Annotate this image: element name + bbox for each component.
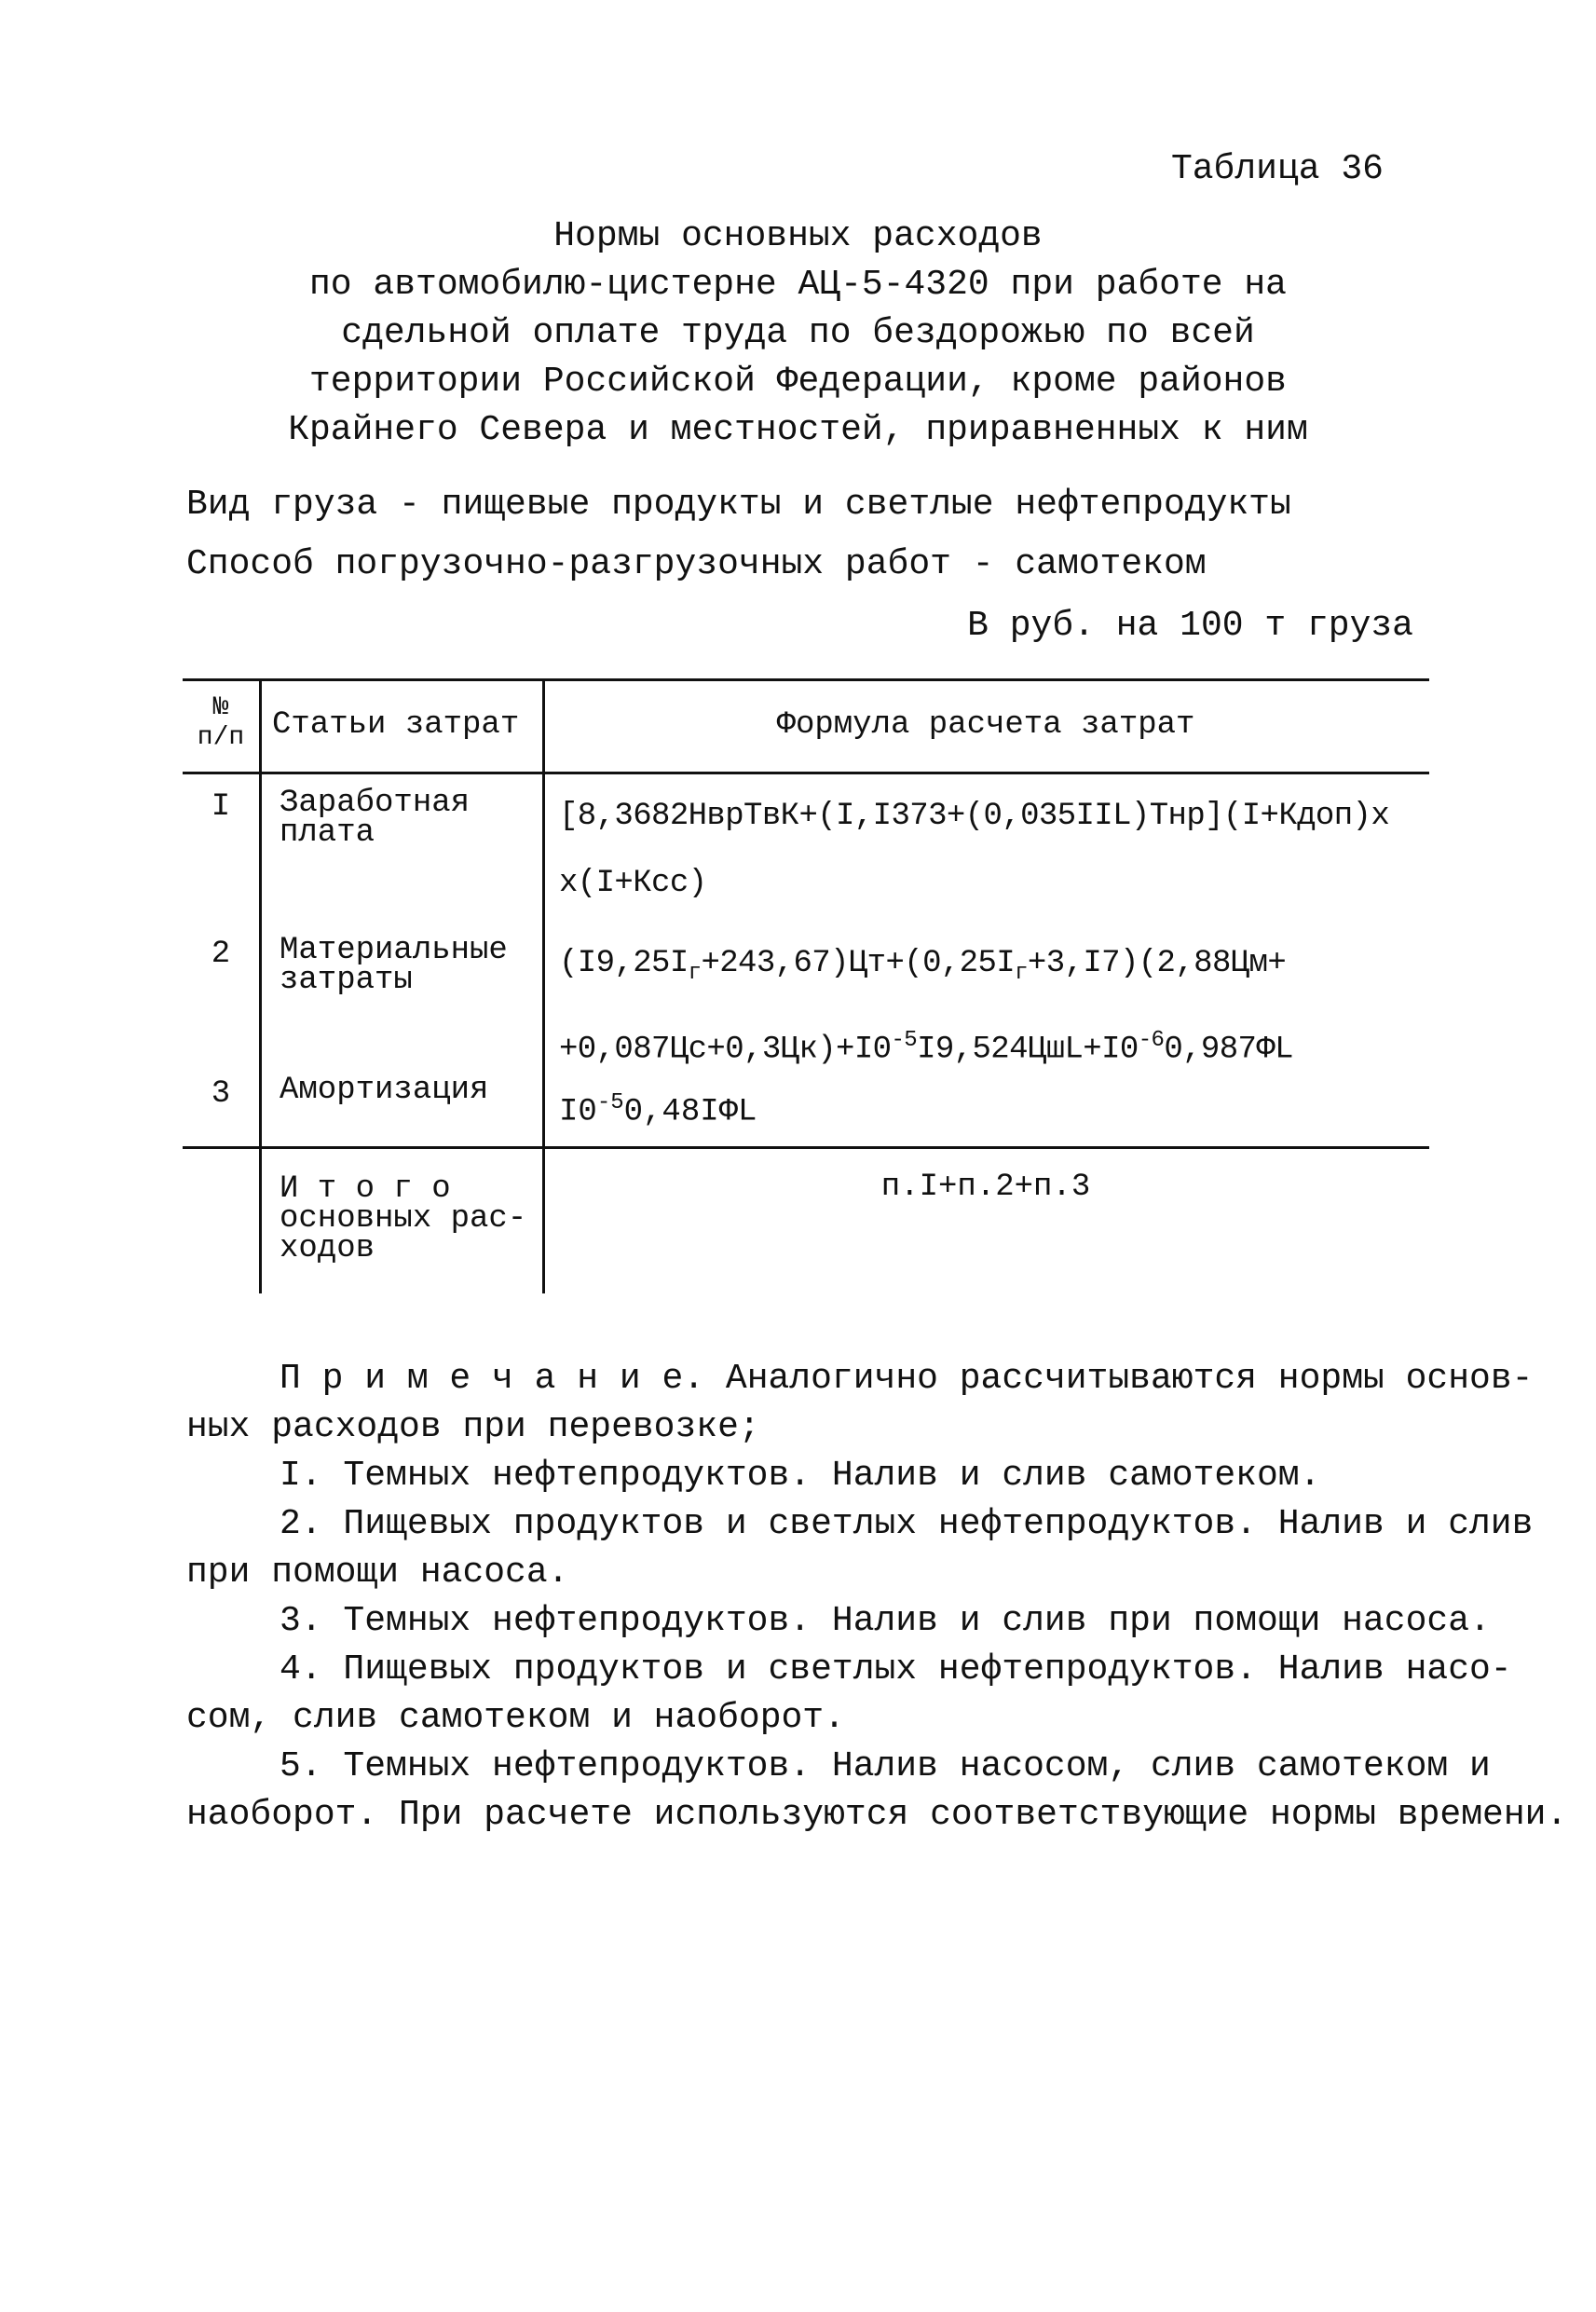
title-line: Крайнего Севера и местностей, приравненных к ним [288,410,1308,450]
cost-formula [559,783,1425,917]
note-line: ных расходов при перевозке; [186,1407,760,1447]
row-number: 3 [211,1076,231,1112]
total-label [280,1171,540,1266]
header-number [183,693,259,753]
table-header-rule [183,772,1429,774]
total-label-line: ходов [280,1231,375,1266]
title-line: территории Российской Федерации, кроме районов [309,362,1287,402]
cost-item [280,933,540,998]
title-line: сдельной оплате труда по бездорожью по всей [341,313,1255,353]
note-item-continuation: наоборот. При расчете используются соответствующие нормы времени. [186,1795,1568,1835]
table-number: Таблица 36 [1170,149,1384,189]
cost-formula [559,930,1425,1083]
formula-part: 0,48IФL [623,1094,757,1130]
formula-part: +243,67)Цт+(0,25I [701,946,1016,981]
cargo-type: Вид груза - пищевые продукты и светлые нефтепродукты [186,485,1291,525]
unit-note: В руб. на 100 т груза [967,606,1413,646]
total-label-line: основных рас- [280,1201,527,1237]
formula-part: I9,524ЦшL+I0 [917,1032,1139,1068]
formula-part: +3,I7)(2,88Цм+ [1027,946,1287,981]
cost-item-line: Амортизация [280,1073,489,1108]
note-item: 4. Пищевых продуктов и светлых нефтепродуктов. Налив насо- [280,1649,1512,1690]
cost-formula [559,1070,1425,1145]
header-number-sign: № [212,693,229,722]
row-number: 2 [211,937,231,972]
note-heading [186,1355,1534,1403]
cost-item [280,1073,540,1108]
total-label-line: И т о г о [280,1171,451,1207]
cost-item [280,786,540,851]
note-item: 5. Темных нефтепродуктов. Налив насосом, слив самотеком и [280,1746,1491,1786]
document-title [0,212,1596,455]
formula-line [559,930,1425,1007]
formula-part: 0,987ФL [1164,1032,1293,1068]
title-line: Нормы основных расходов [553,216,1043,256]
note [186,1355,1568,1840]
table-column-divider [259,678,262,1293]
formula-line: [8,3682НврТвК+(I,I373+(0,035IIL)Тнр](I+Кдоп)x [559,799,1390,834]
table-body-rule [183,1146,1429,1149]
note-item: 2. Пищевых продуктов и светлых нефтепродуктов. Налив и слив [280,1504,1534,1544]
row-number: I [211,789,231,825]
formula-superscript: -5 [596,1090,624,1115]
formula-part: (I9,25I [559,946,689,981]
note-item: I. Темных нефтепродуктов. Налив и слив самотеком. [280,1456,1321,1496]
table-top-rule [183,678,1429,681]
formula-line [559,1070,1425,1145]
formula-subscript: г [688,960,702,986]
formula-subscript: г [1015,960,1028,986]
cost-item-line: плата [280,815,375,851]
header-number-label: п/п [197,723,245,752]
header-formula: Формула расчета затрат [776,707,1195,743]
formula-part: I0 [559,1094,597,1130]
total-formula: п.I+п.2+п.3 [880,1170,1091,1205]
cost-item-line: Материальные [280,933,508,968]
cost-item-line: затраты [280,963,413,998]
formula-part: +0,087Цс+0,3Цк)+I0 [559,1032,892,1068]
note-label: П р и м е ч а н и е. [280,1359,705,1399]
note-text: Аналогично рассчитываются нормы основ- [725,1359,1534,1399]
loading-method: Способ погрузочно-разгрузочных работ - самотеком [186,544,1207,584]
note-item: 3. Темных нефтепродуктов. Налив и слив при помощи насоса. [280,1601,1491,1641]
formula-superscript: -6 [1138,1027,1165,1053]
cost-item-line: Заработная [280,786,471,821]
formula-line: x(I+Ксс) [559,866,707,901]
header-cost-item: Статьи затрат [272,707,520,743]
formula-superscript: -5 [891,1027,918,1053]
title-line: по автомобилю-цистерне АЦ-5-4320 при работе на [309,265,1287,305]
note-item-continuation: сом, слив самотеком и наоборот. [186,1698,845,1738]
note-item-continuation: при помощи насоса. [186,1553,569,1593]
cost-table [183,678,1429,1293]
